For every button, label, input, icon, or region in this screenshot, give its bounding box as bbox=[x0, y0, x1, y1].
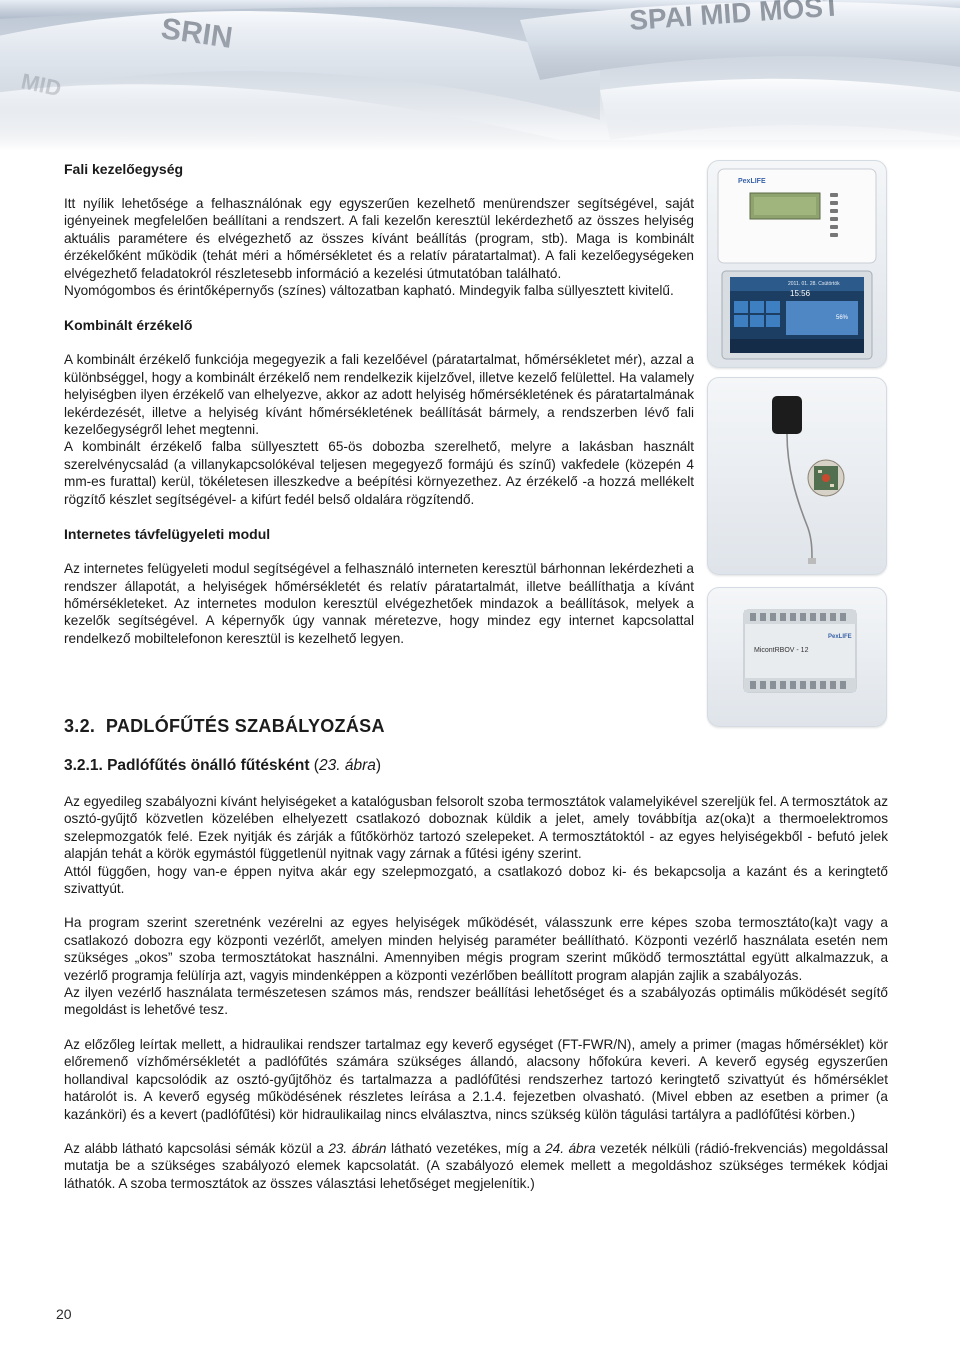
header-banner-image bbox=[0, 0, 960, 150]
ref-open: ( bbox=[313, 757, 319, 774]
touch-date: 2011. 01. 28. Csütörtök bbox=[788, 281, 840, 287]
paragraph: Az egyedileg szabályozni kívánt helyiségeket a katalógusban felsorolt szoba termosztátok valamelyikével szereljük fel. A termosztátok az osztó-gyűjtő közvetlen közelében elhelyezett csatlakozó doboznak küldik a jelet, amely továbbítja az(oka)t a thermoelektromos szelepmozgatók felé. Ezek nyitják és zárják a fűtőkörhöz tartozó szelepeket. A termosztátoktól - az egyes helyiségekből - befutó jelek alapján tehát a körök egymástól függetlenül nyitnak vagy zárnak a fűtési igény szerint. bbox=[64, 794, 888, 862]
subchapter-title: Padlófűtés önálló fűtésként bbox=[107, 757, 310, 774]
chapter-heading bbox=[64, 716, 385, 737]
paragraph: Nyomógombos és érintőképernyős (színes) változatban kapható. Mindegyik falba süllyesztett kivitelű. bbox=[64, 283, 674, 299]
paragraph: Ha program szerint szeretnénk vezérelni az egyes helyiségek működését, válasszunk erre képes szoba termosztáto(ka)t vagy a csatlakozó dobozra egy központi vezérlőt, amelyen minden helyiség paraméter beállítható. Központi vezérlő használata esetén nem szükséges „okos” szoba termosztátokat használni. Amennyiben mégis program szerint működő termosztáttal együtt alkalmazzuk, a vezérlő programja felülírja azt, vagyis mindenképpen a központi vezérlőben beállított program alapján zajlik a szabályozás. bbox=[64, 915, 888, 983]
figure-internet-module bbox=[707, 587, 887, 727]
page-number: 20 bbox=[56, 1306, 72, 1322]
paragraph: Az internetes felügyeleti modul segítségével a felhasználó interneten keresztül bárhonnan lekérdezheti a rendszer állapotát, a helyiségek hőmérsékletét és relatív páratartalmát, illetve beállíthatja a kívánt hőmérsékleteket. Az internetes modulon keresztül elvégezhetőek mindazok a beállítások, melyek a kezelők segítségével. A képernyők úgy vannak méretezve, hogy mindez egy internet kapcsolattal rendelkező mobiltelefonon keresztül is kezelhető legyen. bbox=[64, 561, 694, 646]
text-run: Az alább látható kapcsolási sémák közül a bbox=[64, 1140, 329, 1156]
figure-wall-controllers bbox=[707, 160, 887, 368]
paragraph: Itt nyílik lehetősége a felhasználónak egy egyszerűen kezelhető menürendszer segítségével, saját igényeinek megfelelően beállítani a rendszert. A fali kezelőn keresztül lekérdezhető az összes helyiség aktuális paramétere és elvégezhető az összes kívánt beállítás (program, stb). Maga is kombinált érzékelőként működik (tehát méri a hőmérsékletet és a relatív páratartalmat). A fali kezelőegységeken elvégezhető feladatokról részletesebb információ a kezelési útmutatóban található. bbox=[64, 196, 694, 281]
touch-humidity: 56% bbox=[836, 315, 849, 321]
touch-time: 15:56 bbox=[790, 289, 811, 298]
chapter-title: PADLÓFŰTÉS SZABÁLYOZÁSA bbox=[105, 716, 385, 736]
text-run: vezeték nélküli (rádió-frekvenciás) megoldással mutatja be a szükséges szabályozó elemek kapcsolatát. (A szabályozó elemek mellett a megoldáshoz szükséges termékek kódjai láthatók. A szoba termosztátok az összes választási lehetőséget megjelenítik.) bbox=[64, 1140, 889, 1191]
body-text bbox=[64, 793, 888, 1192]
text-column bbox=[64, 160, 694, 647]
ref-close: ) bbox=[375, 757, 382, 774]
subchapter-number: 3.2.1. bbox=[64, 757, 103, 774]
paragraph: Az ilyen vezérlő használata természetesen számos más, rendszer beállítási lehetőséget és a szabályozás optimális működését segítő megoldást is lehetővé tesz. bbox=[64, 985, 888, 1018]
module-brand: PexLIFE bbox=[828, 634, 852, 640]
figure-reference: 23. ábrán bbox=[328, 1140, 387, 1156]
subchapter-heading bbox=[64, 757, 381, 775]
text-run: látható vezetékes, míg a bbox=[386, 1140, 546, 1156]
figure-reference: 24. ábra bbox=[545, 1140, 596, 1156]
figure-combined-sensor bbox=[707, 377, 887, 575]
chapter-number: 3.2. bbox=[64, 716, 96, 736]
section-heading-internet-module: Internetes távfelügyeleti modul bbox=[64, 526, 271, 543]
section-heading-wall-unit: Fali kezelőegység bbox=[64, 161, 184, 177]
paragraph: A kombinált érzékelő funkciója megegyezik a fali kezelőével (páratartalmat, hőmérsékletet mér), azzal a különbséggel, hogy a kombinált érzékelő nem rendelkezik kijelzővel, illetve kezelő felülettel. Ha valamely helyiségben ilyen érzékelő van elhelyezve, akkor az adott helyiség hőmérsékletének és páratartalmának lekérdezését, illetve a helyiség kívánt hőmérsékletének beállítását bármely, a rendszerben lévő fali kezelőegységről lehet megtenni. bbox=[64, 352, 694, 438]
paragraph: Az előzőleg leírtak mellett, a hidraulikai rendszer tartalmaz egy keverő egységet (FT-FWR/N), amely a primer (magas hőmérséklet) kör előremenő vízhőmérsékletét a padlófűtés számára szükséges állandó, alacsony hőfokúra keveri. A keverő egység egyszerűen hollandival kapcsolódik az osztó-gyűjtőhöz és tartalmazza a padlófűtési rendszerhez tartozó keringtető szivattyút és hőmérséklet határolót is. A keverő egység működésének részletes leírása a 2.1.4. fejezetben olvasható. (Mivel ebben az esetben a primer (a kazánköri) és a kevert (padlófűtési) kör hidraulikailag nincs elválasztva, nincs szükség külön tágulási tartályra a padlófűtési körben.) bbox=[64, 1036, 888, 1122]
figure-reference: 23. ábra bbox=[318, 757, 376, 774]
paragraph bbox=[64, 1140, 888, 1192]
brand-logo: PexLIFE bbox=[738, 178, 766, 185]
module-label: MicontRBOV - 12 bbox=[754, 647, 809, 654]
section-heading-combined-sensor: Kombinált érzékelő bbox=[64, 317, 193, 334]
paragraph: Attól függően, hogy van-e éppen nyitva akár egy szelepmozgató, a csatlakozó doboz ki- és bekapcsolja a kazánt és a keringtető szivattyút. bbox=[64, 863, 888, 897]
paragraph: A kombinált érzékelő falba süllyesztett 65-ös dobozba szerelhető, melyre a lakásban használt szerelvénycsalád (a villanykapcsolókéval teljesen megegyező formájú és színű) vakfedele (közepén 4 mm-es furattal) kerül, tökéletesen illeszkedve a beépítési környezethez. Az érzékelő -a hozzá mellékelt rögzítő készlet segítségével- a kifúrt fedél belső oldalára rögzítendő. bbox=[64, 439, 694, 507]
